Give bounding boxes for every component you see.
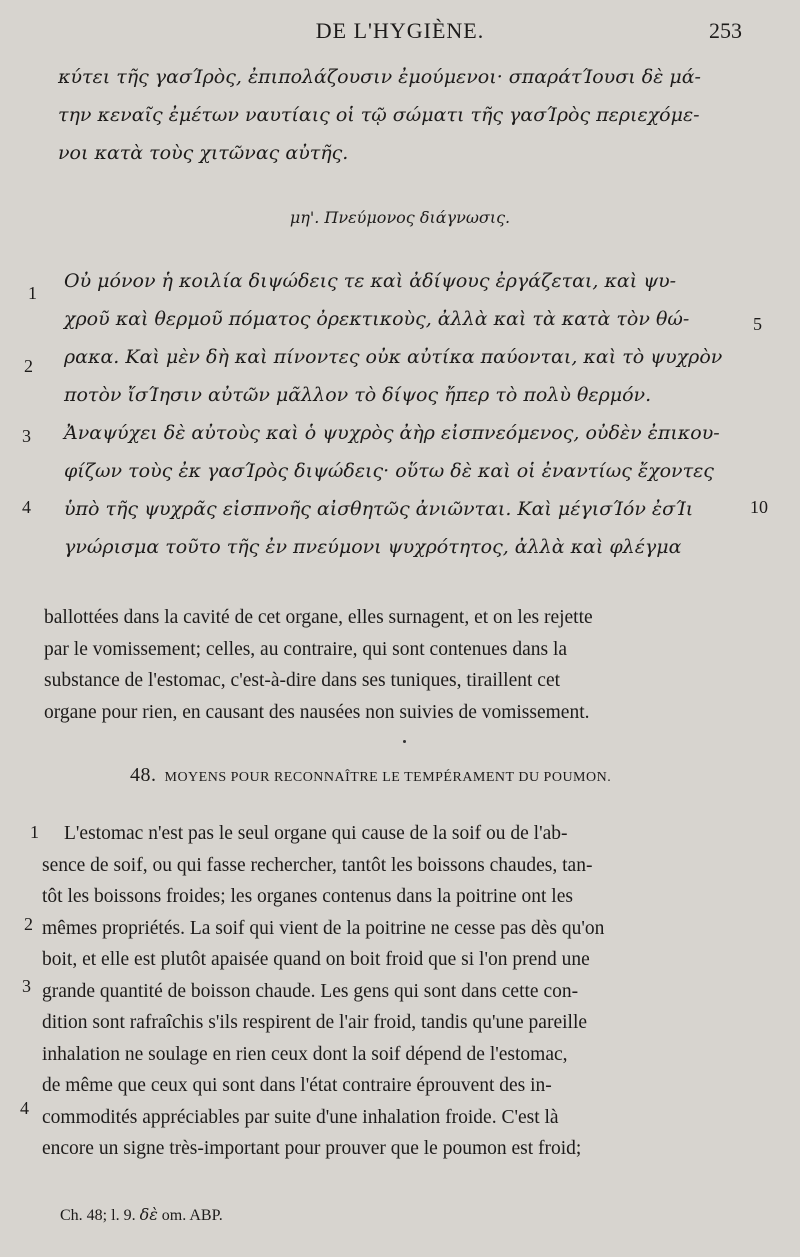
french-section-heading: [130, 764, 611, 787]
footnote-greek-word: δὲ: [139, 1205, 158, 1224]
french-line: dition sont rafraîchis s'ils respirent de l'air froid, tandis qu'une pareille: [42, 1012, 588, 1033]
ink-dot: [403, 740, 406, 743]
french-line: grande quantité de boisson chaude. Les gens qui sont dans cette con-: [42, 980, 579, 1002]
french-line: encore un signe très-important pour prouver que le poumon est froid;: [42, 1138, 582, 1159]
french-line: substance de l'estomac, c'est-à-dire dans ses tuniques, tiraillent cet: [44, 670, 561, 691]
running-title: DE L'HYGIÈNE.: [315, 18, 485, 43]
section-number: 48.: [130, 764, 157, 786]
french-line: L'estomac n'est pas le seul organe qui cause de la soif ou de l'ab-: [64, 823, 568, 844]
footnote: [60, 1205, 223, 1225]
greek-margin-number: 1: [28, 283, 37, 303]
french-continuation-block: [44, 602, 744, 728]
greek-line: την κεναῖς ἐμέτων ναυτίαις οἱ τῷ σώματι τῆς γασΊρὸς περιεχόμε-: [58, 104, 700, 126]
greek-line: Ἀναψύχει δὲ αὐτοὺς καὶ ὁ ψυχρὸς ἀὴρ εἰσπνεόμενος, οὐδὲν ἐπικου-: [64, 422, 720, 444]
greek-line: ὑπὸ τῆς ψυχρᾶς εἰσπνοῆς αἰσθητῶς ἀνιῶνται. Καὶ μέγισΊόν ἐσΊι: [64, 498, 694, 520]
french-margin-number: 2: [24, 914, 33, 934]
french-line: ballottées dans la cavité de cet organe, elles surnagent, et on les rejette: [44, 607, 593, 628]
french-line: mêmes propriétés. La soif qui vient de la poitrine ne cesse pas dès qu'on: [42, 917, 605, 939]
french-line: par le vomissement; celles, au contraire, qui sont contenues dans la: [44, 638, 568, 660]
footnote-reference: Ch. 48; l. 9.: [60, 1207, 136, 1224]
greek-line: χροῦ καὶ θερμοῦ πόματος ὀρεκτικοὺς, ἀλλὰ καὶ τὰ κατὰ τὸν θώ-: [64, 308, 690, 330]
section-title: MOYENS POUR RECONNAÎTRE LE TEMPÉRAMENT DU POUMON.: [164, 770, 612, 785]
greek-main-block: [64, 262, 754, 566]
greek-line-count: 5: [753, 314, 762, 334]
greek-line: κύτει τῆς γασΊρὸς, ἐπιπολάζουσιν ἐμούμενοι· σπαράτΊουσι δὲ μά-: [58, 66, 701, 88]
french-main-block: [42, 818, 752, 1165]
french-line: organe pour rien, en causant des nausées non suivies de vomissement.: [44, 701, 590, 723]
greek-margin-number: 2: [24, 356, 33, 376]
french-line: de même que ceux qui sont dans l'état contraire éprouvent des in-: [42, 1075, 552, 1096]
greek-line: Οὐ μόνον ἡ κοιλία διψώδεις τε καὶ ἀδίψους ἐργάζεται, καὶ ψυ-: [64, 270, 677, 292]
greek-line: ρακα. Καὶ μὲν δὴ καὶ πίνοντες οὐκ αὐτίκα παύονται, καὶ τὸ ψυχρὸν: [64, 346, 723, 368]
greek-line-count: 10: [750, 497, 768, 517]
greek-line: γνώρισμα τοῦτο τῆς ἐν πνεύμονι ψυχρότητος, ἀλλὰ καὶ φλέγμα: [64, 536, 682, 558]
french-margin-number: 3: [22, 976, 31, 996]
french-line: sence de soif, ou qui fasse rechercher, tantôt les boissons chaudes, tan-: [42, 854, 593, 876]
french-line: boit, et elle est plutôt apaisée quand on boit froid que si l'on prend une: [42, 949, 590, 970]
french-line: commodités appréciables par suite d'une inhalation froide. C'est là: [42, 1106, 559, 1128]
french-margin-number: 1: [30, 822, 39, 842]
footnote-sigla: om. ABP.: [161, 1207, 223, 1224]
greek-section-heading: μη'. Πνεύμονος διάγνωσις.: [289, 208, 511, 227]
greek-line: νοι κατὰ τοὺς χιτῶνας αὐτῆς.: [58, 142, 349, 164]
french-line: tôt les boissons froides; les organes contenus dans la poitrine ont les: [42, 886, 573, 907]
page-number: 253: [709, 18, 742, 43]
greek-line: φίζων τοὺς ἐκ γασΊρὸς διψώδεις· οὕτω δὲ καὶ οἱ ἐναντίως ἔχοντες: [64, 460, 714, 482]
french-line: inhalation ne soulage en rien ceux dont la soif dépend de l'estomac,: [42, 1043, 568, 1065]
running-head: [0, 14, 800, 44]
greek-line: ποτὸν ἴσΊησιν αὐτῶν μᾶλλον τὸ δίψος ἤπερ τὸ πολὺ θερμόν.: [64, 384, 652, 406]
greek-continuation-block: [58, 58, 748, 172]
greek-margin-number: 4: [22, 497, 31, 517]
greek-margin-number: 3: [22, 426, 31, 446]
french-margin-number: 4: [20, 1098, 29, 1118]
